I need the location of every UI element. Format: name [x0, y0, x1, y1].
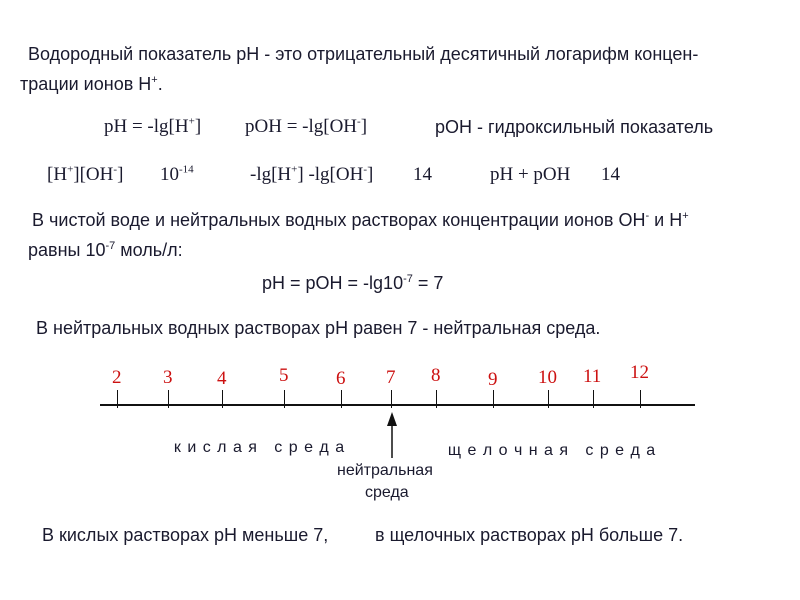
ph-formula: рН = -lg[H+]	[104, 115, 202, 137]
scale-tick-9	[493, 390, 494, 408]
kw-value: $10^{-14}$	[160, 163, 194, 185]
neutral-arrow	[384, 412, 400, 460]
scale-label-5: 5	[279, 365, 289, 386]
scale-label-8: 8	[431, 365, 441, 386]
conclusion-base: в щелочных растворах рН больше 7.	[375, 525, 684, 545]
scale-tick-8	[436, 390, 437, 408]
scale-tick-5	[284, 390, 285, 408]
conclusion-acid: В кислых растворах рН меньше 7,	[42, 525, 329, 545]
scale-axis-line	[100, 404, 695, 406]
scale-tick-7	[391, 390, 392, 408]
scale-tick-6	[341, 390, 342, 408]
neutral-label-1: нейтральная	[337, 462, 433, 479]
ion-product: [H+][OH-]	[47, 163, 124, 185]
neutral-label-2: среда	[365, 484, 409, 501]
scale-tick-12	[640, 390, 641, 408]
log-sum-value: 14	[413, 164, 432, 185]
intro-line-2: трации ионов Н+.	[20, 74, 163, 94]
base-label: щ е л о ч н а я с р е д а	[447, 442, 657, 459]
scale-tick-3	[168, 390, 169, 408]
poh-note: рОН - гидроксильный показатель	[435, 117, 714, 137]
scale-label-12: 12	[630, 362, 649, 383]
acid-label: к и с л а я с р е д а	[173, 439, 346, 456]
scale-label-10: 10	[538, 367, 557, 388]
neutral-line-1: В чистой воде и нейтральных водных растворах концентрации ионов OH- и H+	[32, 210, 689, 230]
scale-label-9: 9	[488, 369, 498, 390]
scale-label-2: 2	[112, 367, 122, 388]
scale-tick-10	[548, 390, 549, 408]
poh-formula: рОН = -lg[OH-]	[245, 115, 368, 137]
scale-tick-11	[593, 390, 594, 408]
neutral-line-2: равны $10^{-7}$ моль/л:	[28, 240, 183, 260]
ph-poh-value: 14	[601, 164, 620, 185]
log-sum: -lg[H+] -lg[OH-]	[250, 163, 374, 185]
scale-tick-2	[117, 390, 118, 408]
intro-line-1: Водородный показатель рН - это отрицательный десятичный логарифм концен-	[28, 44, 699, 64]
scale-label-11: 11	[583, 366, 602, 387]
ph-poh-sum: pH + pOH	[490, 164, 571, 185]
scale-label-3: 3	[163, 367, 173, 388]
scale-label-4: 4	[217, 368, 227, 389]
scale-label-6: 6	[336, 368, 346, 389]
neutral-equation: рН = рОН = $-\lg 10^{-7} = 7$	[262, 273, 444, 293]
neutral-statement: В нейтральных водных растворах рН равен 7 - нейтральная среда.	[36, 318, 601, 338]
scale-label-7: 7	[386, 367, 396, 388]
scale-tick-4	[222, 390, 223, 408]
